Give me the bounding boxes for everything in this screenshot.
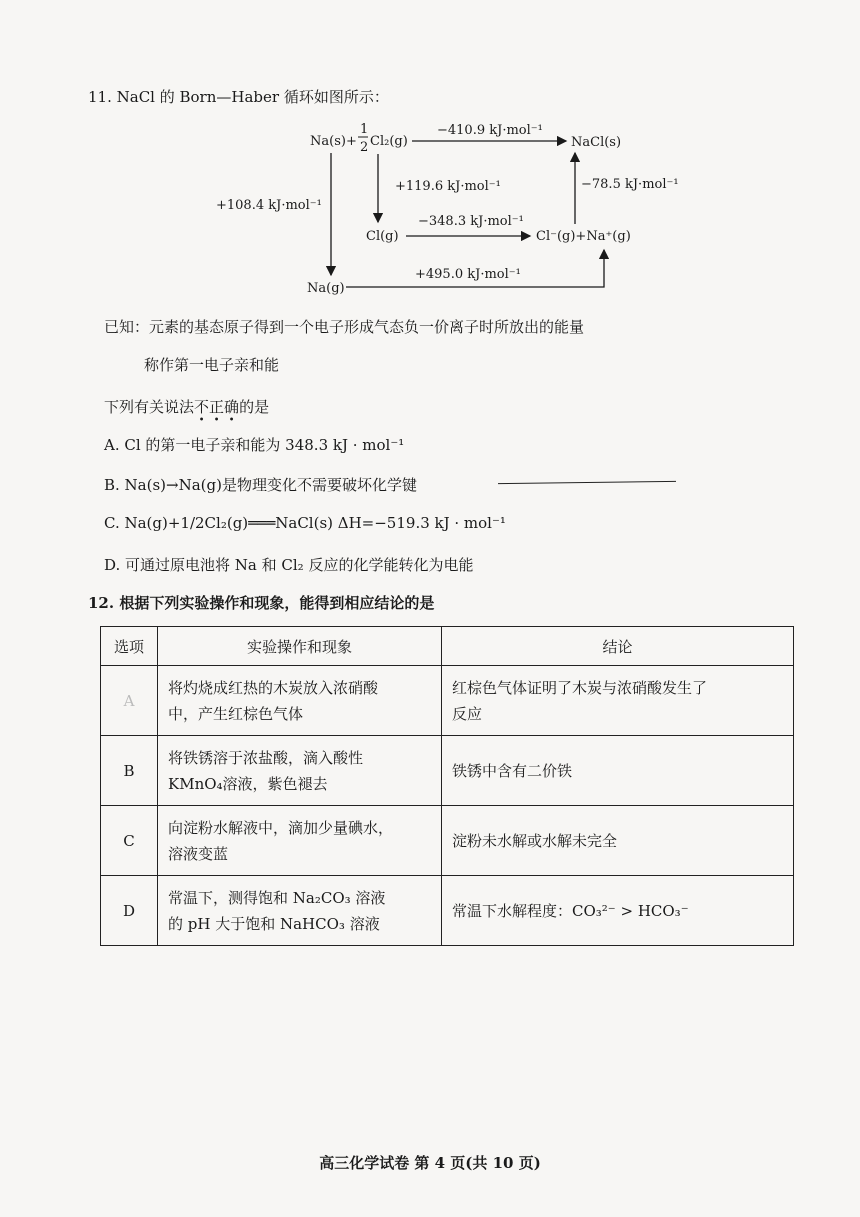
label-electron-affinity-dh: −348.3 kJ·mol⁻¹ — [418, 214, 524, 229]
table-row — [101, 806, 794, 876]
row-option: A — [101, 666, 158, 736]
question-11-title: 11. NaCl 的 Born—Haber 循环如图所示： — [88, 88, 389, 106]
born-haber-cycle-diagram — [0, 0, 860, 310]
row-option: C — [101, 806, 158, 876]
row-operation: 常温下，测得饱和 Na₂CO₃ 溶液 的 pH 大于饱和 NaHCO₃ 溶液 — [158, 876, 442, 946]
emphasis-char: 确 • — [224, 398, 240, 426]
page-footer: 高三化学试卷 第 4 页(共 10 页) — [319, 1154, 541, 1172]
label-half-den: 2 — [360, 140, 369, 155]
label-ions-g: Cl⁻(g)+Na⁺(g) — [536, 229, 631, 244]
table-row — [101, 736, 794, 806]
given-statement-line2: 称作第一电子亲和能 — [144, 356, 280, 374]
label-dissociation-dh: +119.6 kJ·mol⁻¹ — [395, 179, 501, 194]
option-a: A. Cl 的第一电子亲和能为 348.3 kJ · mol⁻¹ — [104, 436, 405, 454]
label-formation-dh: −410.9 kJ·mol⁻¹ — [437, 123, 543, 138]
label-na-s: Na(s)+ — [310, 134, 357, 149]
question-12-title: 12. 根据下列实验操作和现象，能得到相应结论的是 — [88, 594, 435, 612]
header-option: 选项 — [101, 627, 158, 666]
header-conclusion: 结论 — [442, 627, 794, 666]
header-operation: 实验操作和现象 — [158, 627, 442, 666]
emphasis-char: 正 • — [209, 398, 225, 426]
option-c: C. Na(g)+1/2Cl₂(g)═══NaCl(s) ΔH=−519.3 kJ · mol⁻¹ — [104, 514, 506, 532]
row-option: B — [101, 736, 158, 806]
row-option: D — [101, 876, 158, 946]
given-statement-line1: 已知：元素的基态原子得到一个电子形成气态负一价离子时所放出的能量 — [104, 318, 585, 336]
option-d: D. 可通过原电池将 Na 和 Cl₂ 反应的化学能转化为电能 — [104, 556, 474, 574]
table-header-row — [101, 627, 794, 666]
label-lattice-dh: −78.5 kJ·mol⁻¹ — [581, 177, 679, 192]
table-row — [101, 666, 794, 736]
table-row — [101, 876, 794, 946]
row-operation: 将灼烧成红热的木炭放入浓硝酸 中，产生红棕色气体 — [158, 666, 442, 736]
row-conclusion: 铁锈中含有二价铁 — [442, 736, 794, 806]
row-conclusion: 常温下水解程度：CO₃²⁻ > HCO₃⁻ — [442, 876, 794, 946]
row-conclusion: 淀粉未水解或水解未完全 — [442, 806, 794, 876]
option-b: B. Na(s)→Na(g)是物理变化不需要破坏化学键 — [104, 476, 417, 494]
row-conclusion: 红棕色气体证明了木炭与浓硝酸发生了 反应 — [442, 666, 794, 736]
pen-underline-mark — [498, 481, 676, 484]
label-sublimation-dh: +108.4 kJ·mol⁻¹ — [216, 198, 322, 213]
label-ionization-dh: +495.0 kJ·mol⁻¹ — [415, 267, 521, 282]
label-na-g: Na(g) — [307, 281, 345, 296]
row-operation: 将铁锈溶于浓盐酸，滴入酸性 KMnO₄溶液，紫色褪去 — [158, 736, 442, 806]
experiment-table — [100, 626, 794, 946]
label-nacl-s: NaCl(s) — [571, 135, 622, 150]
emphasis-char: 不 • — [194, 398, 210, 426]
question-11-prompt: 下列有关说法不 • 正 • 确 • 的是 — [104, 398, 270, 426]
label-cl-g: Cl(g) — [366, 229, 399, 244]
label-half-num: 1 — [360, 122, 369, 137]
row-operation: 向淀粉水解液中，滴加少量碘水， 溶液变蓝 — [158, 806, 442, 876]
label-cl2-g: Cl₂(g) — [370, 134, 408, 149]
